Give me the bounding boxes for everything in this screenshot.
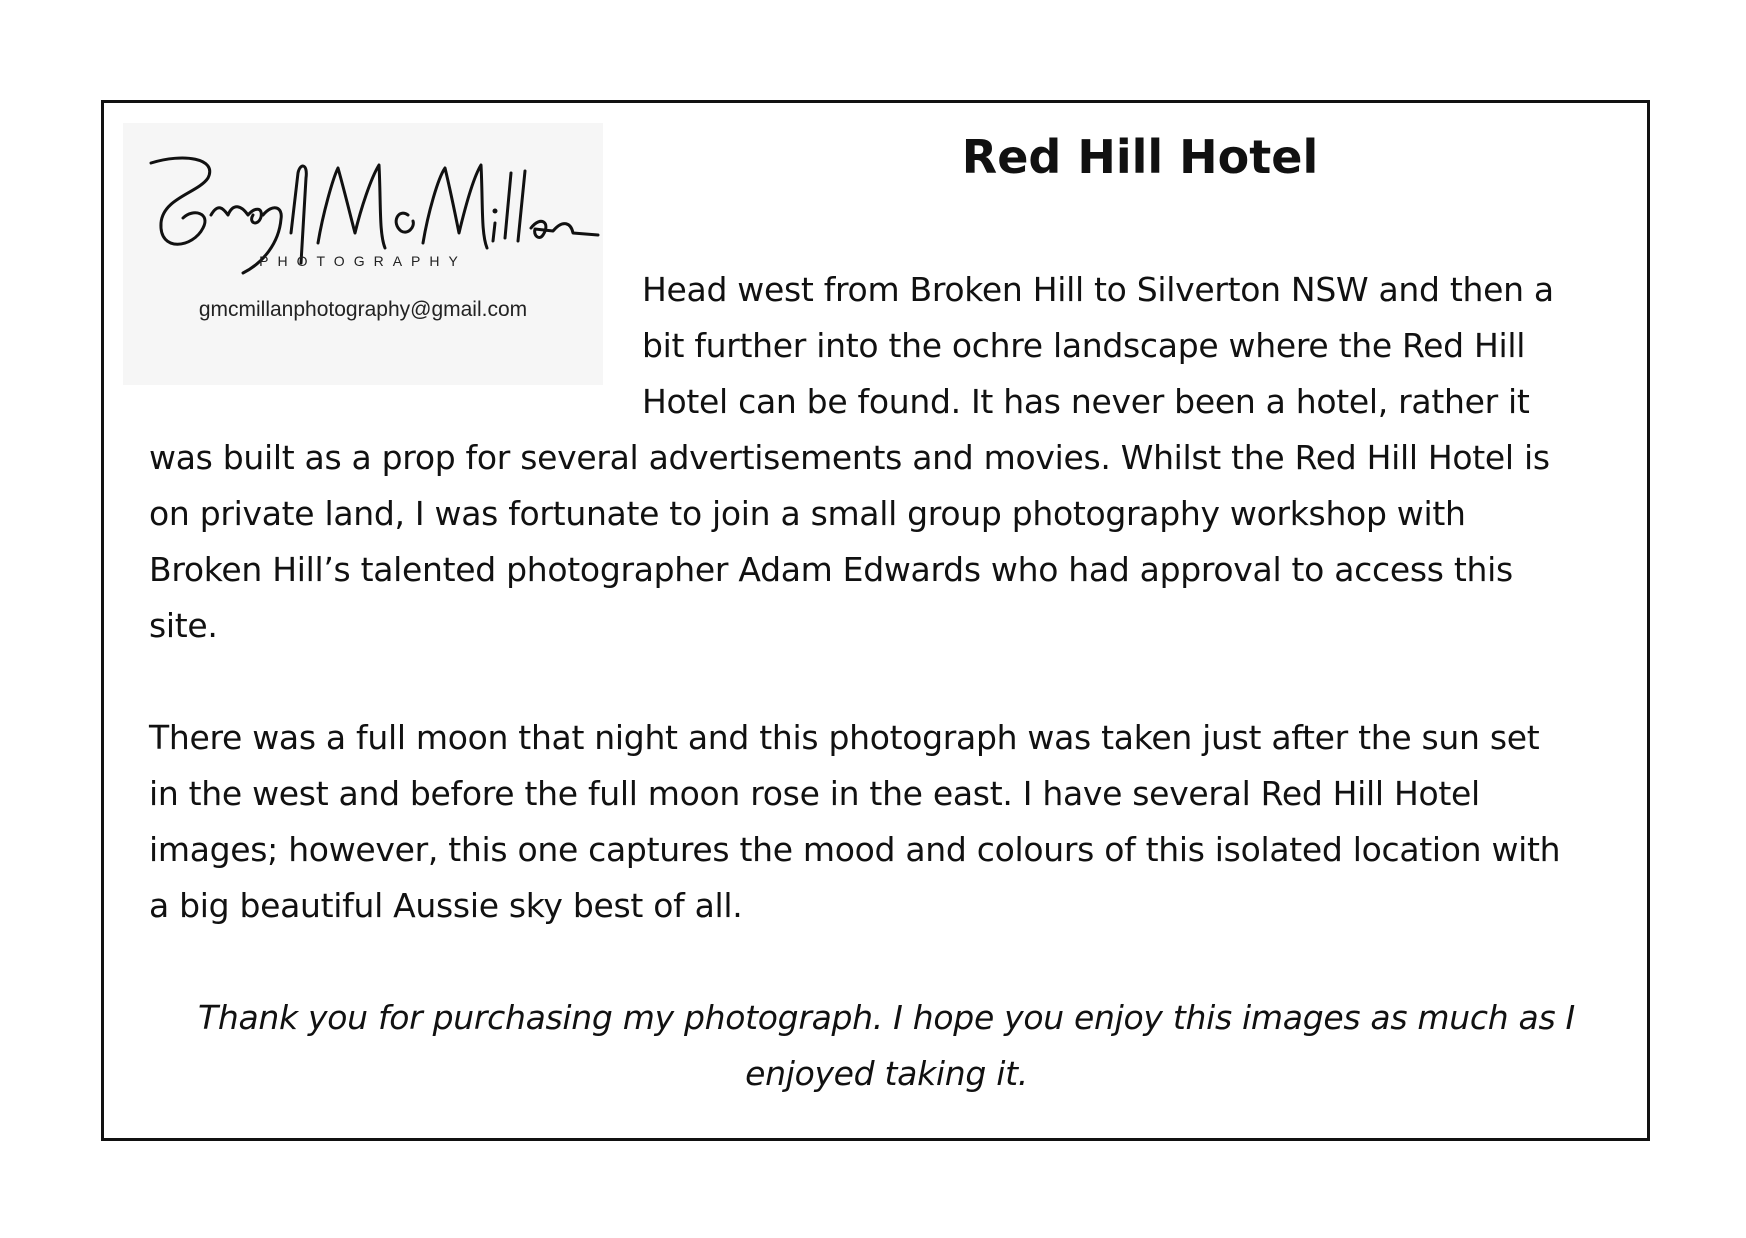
paragraph-line: in the west and before the full moon rose in the east. I have several Red Hill Hotel [149,774,1480,813]
photographer-logo [123,123,603,385]
logo-email: gmcmillanphotography@gmail.com [198,298,528,321]
paragraph-line: images; however, this one captures the mood and colours of this isolated location with [149,830,1561,869]
page-title: Red Hill Hotel [961,130,1319,184]
thank-you-line: enjoyed taking it. [745,1054,1028,1093]
paragraph-line: a big beautiful Aussie sky best of all. [149,886,743,925]
paragraph-line: Head west from Broken Hill to Silverton NSW and then a [642,270,1554,309]
logo-subtitle: PHOTOGRAPHY [259,253,467,269]
paragraph-line: site. [149,606,218,645]
paragraph-line: There was a full moon that night and this photograph was taken just after the sun set [149,718,1540,757]
thank-you-line: Thank you for purchasing my photograph. I hope you enjoy this images as much as I [198,998,1575,1037]
paragraph-line: on private land, I was fortunate to join a small group photography workshop with [149,494,1466,533]
paragraph-line: Hotel can be found. It has never been a hotel, rather it [642,382,1530,421]
paragraph-line: bit further into the ochre landscape where the Red Hill [642,326,1526,365]
paragraph-line: was built as a prop for several advertisements and movies. Whilst the Red Hill Hotel is [149,438,1550,477]
paragraph-line: Broken Hill’s talented photographer Adam Edwards who had approval to access this [149,550,1513,589]
